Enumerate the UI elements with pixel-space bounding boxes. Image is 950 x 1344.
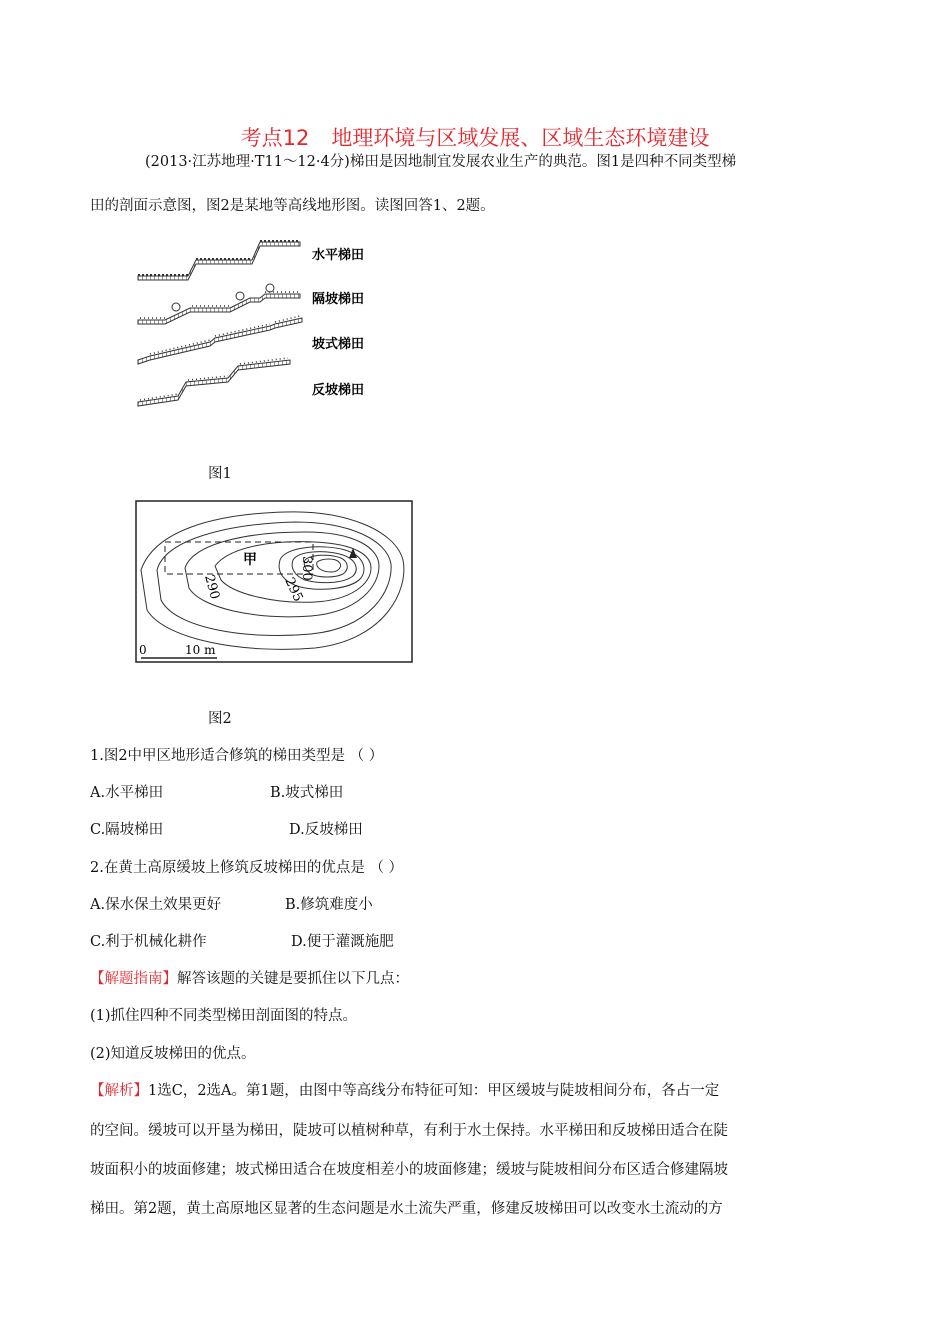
question-2-option-c: C.利于机械化耕作 — [90, 934, 207, 950]
label-spaced-slope-terrace: 隔坡梯田 — [312, 292, 365, 307]
figure1-caption: 图1 — [208, 466, 232, 482]
solution-guide-tag: 【解题指南】 — [90, 971, 177, 987]
question-2-option-a: A.保水保土效果更好 — [90, 897, 222, 913]
question-2-option-b: B.修筑难度小 — [285, 897, 373, 913]
solution-guide-point-2: (2)知道反坡梯田的优点。 — [90, 1046, 256, 1062]
solution-guide-line — [90, 967, 409, 988]
level-terrace-profile — [138, 241, 300, 280]
analysis-line-2: 的空间。缓坡可以开垦为梯田，陡坡可以植树种草，有利于水土保持。水平梯田和反坡梯田适合在陡 — [90, 1123, 728, 1139]
scale-distance-label: 10 m — [185, 643, 216, 657]
question-2-stem: 2.在黄土高原缓坡上修筑反坡梯田的优点是 （ ） — [90, 860, 404, 876]
contour-label-300: 300 — [299, 556, 314, 581]
question-1-option-b: B.坡式梯田 — [270, 785, 344, 801]
question-1-option-a: A.水平梯田 — [90, 785, 164, 801]
contour-label-295: 295 — [281, 575, 306, 605]
region-jia-label: 甲 — [243, 552, 257, 568]
analysis-text-1: 1选C，2选A。第1题，由图中等高线分布特征可知：甲区缓坡与陡坡相间分布，各占一定 — [148, 1083, 720, 1099]
question-1-stem: 1.图2中甲区地形适合修筑的梯田类型是 （ ） — [90, 748, 384, 764]
figure2-caption: 图2 — [208, 711, 232, 727]
analysis-line-1 — [90, 1079, 719, 1100]
intro-line-1: (2013·江苏地理·T11～12·4分)梯田是因地制宜发展农业生产的典范。图1是四种不同类型梯 — [145, 154, 737, 170]
label-reverse-slope-terrace: 反坡梯田 — [312, 383, 365, 398]
question-1-option-d: D.反坡梯田 — [289, 822, 363, 838]
label-slope-terrace: 坡式梯田 — [312, 337, 365, 352]
spaced-slope-terrace-profile — [138, 284, 300, 324]
contour-map-figure — [135, 500, 413, 663]
page-title — [0, 122, 950, 152]
question-1-option-c: C.隔坡梯田 — [90, 822, 164, 838]
intro-line-2: 田的剖面示意图，图2是某地等高线地形图。读图回答1、2题。 — [90, 198, 495, 214]
analysis-line-3: 坡面积小的坡面修建；坡式梯田适合在坡度相差小的坡面修建；缓坡与陡坡相间分布区适合修建隔坡 — [90, 1162, 728, 1178]
title-prefix: 考点12 — [240, 126, 310, 150]
title-text: 地理环境与区域发展、区域生态环境建设 — [331, 126, 710, 150]
question-2-option-d: D.便于灌溉施肥 — [291, 934, 394, 950]
reverse-slope-terrace-profile — [138, 358, 290, 406]
terrace-profile-figure — [130, 230, 390, 415]
scale-zero-label: 0 — [139, 643, 147, 657]
contour-label-290: 290 — [201, 573, 223, 602]
analysis-tag: 【解析】 — [90, 1083, 148, 1099]
solution-guide-point-1: (1)抓住四种不同类型梯田剖面图的特点。 — [90, 1008, 358, 1024]
analysis-line-4: 梯田。第2题，黄土高原地区显著的生态问题是水土流失严重，修建反坡梯田可以改变水土流动的方 — [90, 1201, 723, 1217]
label-level-terrace: 水平梯田 — [312, 248, 365, 263]
solution-guide-text: 解答该题的关键是要抓住以下几点： — [177, 971, 409, 987]
